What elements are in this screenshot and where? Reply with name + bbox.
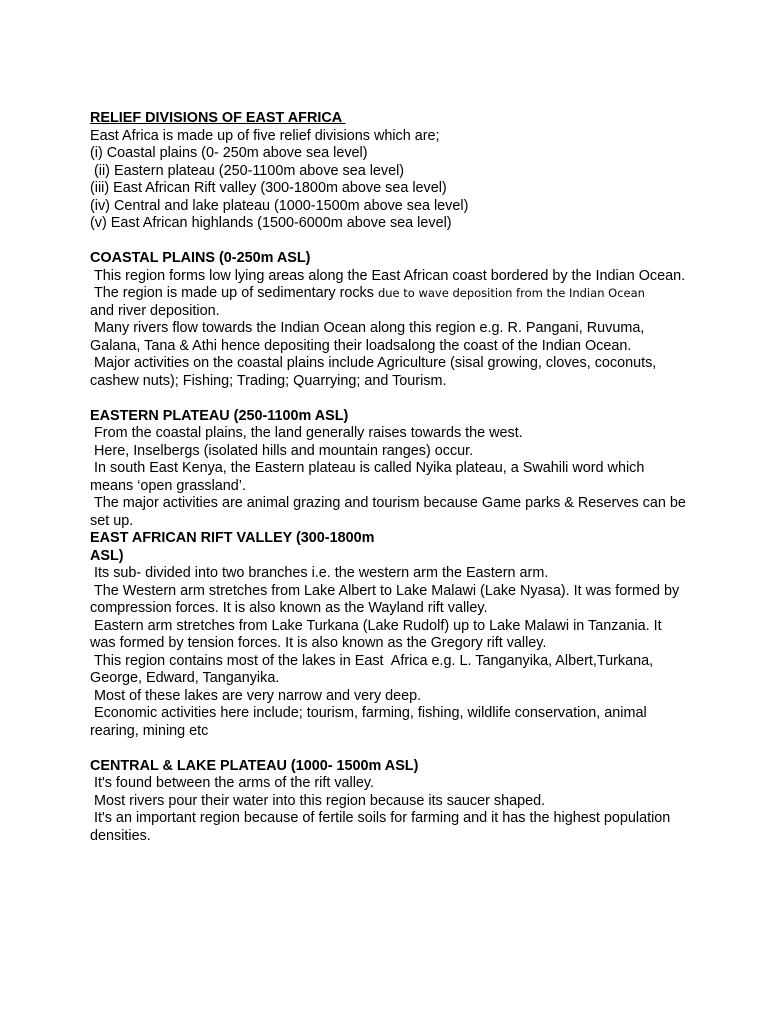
section-heading-eastern: EASTERN PLATEAU (250-1100m ASL) — [90, 407, 349, 424]
spacer — [90, 390, 690, 408]
bullet-text: Here, Inselbergs (isolated hills and mountain ranges) occur. — [94, 442, 474, 459]
bullet-paragraph — [90, 775, 690, 793]
bullet-text: Economic activities here include; tourism, farming, fishing, wildlife conservation, animal rearing, mining etc — [90, 705, 651, 739]
bullet-paragraph — [90, 793, 690, 811]
bullet-text: and river deposition. — [90, 302, 220, 319]
bullet-paragraph — [90, 705, 690, 740]
bullet-paragraph — [90, 810, 690, 845]
bullet-paragraph — [90, 495, 690, 530]
intro-item: (iii) East African Rift valley (300-1800m above sea level) — [90, 180, 447, 196]
heading-line: EAST AFRICAN RIFT VALLEY (300-1800m — [90, 530, 375, 546]
bullet-paragraph — [90, 653, 690, 688]
intro-item: (v) East African highlands (1500-6000m above sea level) — [90, 215, 452, 231]
bullet-text: This region contains most of the lakes in East Africa e.g. L. Tanganyika, Albert,Turkana, George, Edward, Tanganyika. — [90, 652, 658, 686]
bullet-paragraph — [90, 285, 690, 320]
bullet-text: It's found between the arms of the rift valley. — [94, 775, 375, 791]
bullet-text: Major activities on the coastal plains include Agriculture (sisal growing, cloves, coconuts, cashew nuts); Fishing; Trading; Quarrying; and Tourism. — [90, 355, 661, 389]
bullet-paragraph — [90, 565, 690, 583]
section-heading-rift — [90, 530, 690, 565]
bullet-text: From the coastal plains, the land generally raises towards the west. — [94, 425, 523, 441]
bullet-paragraph — [90, 355, 690, 390]
intro-item: (i) Coastal plains (0- 250m above sea level) — [90, 145, 368, 161]
bullet-paragraph — [90, 268, 690, 286]
heading-line: ASL) — [90, 547, 124, 564]
bullet-paragraph — [90, 425, 690, 443]
bullet-text: Its sub- divided into two branches i.e. the western arm the Eastern arm. — [94, 565, 549, 581]
bullet-paragraph — [90, 618, 690, 653]
bullet-text: The Western arm stretches from Lake Albert to Lake Malawi (Lake Nyasa). It was formed by compression forces. It is also known as the Wayland rift valley. — [90, 582, 684, 616]
bullet-paragraph — [90, 443, 690, 461]
bullet-text: Most rivers pour their water into this region because its saucer shaped. — [94, 792, 546, 809]
bullet-text: In south East Kenya, the Eastern plateau is called Nyika plateau, a Swahili word which means ‘open grassland’. — [90, 460, 649, 494]
intro-item: (ii) Eastern plateau (250-1100m above sea level) — [90, 162, 405, 179]
bullet-text: Eastern arm stretches from Lake Turkana (Lake Rudolf) up to Lake Malawi in Tanzania. It was formed by tension forces. It is also known as the Gregory rift valley. — [90, 617, 666, 651]
bullet-text: The region is made up of sedimentary rocks — [94, 285, 378, 301]
bullet-paragraph — [90, 688, 690, 706]
spacer — [90, 233, 690, 251]
section-heading-central: CENTRAL & LAKE PLATEAU (1000- 1500m ASL) — [90, 757, 419, 774]
bullet-text: It's an important region because of fertile soils for farming and it has the highest population densities. — [90, 810, 675, 844]
section-heading-coastal: COASTAL PLAINS (0-250m ASL) — [90, 250, 311, 266]
bullet-paragraph — [90, 583, 690, 618]
bullet-text: Most of these lakes are very narrow and very deep. — [94, 687, 422, 704]
intro-item: (iv) Central and lake plateau (1000-1500m above sea level) — [90, 197, 469, 214]
document-page — [90, 110, 690, 845]
bullet-text: This region forms low lying areas along the East African coast bordered by the Indian Ocean. — [94, 267, 686, 284]
bullet-text: Many rivers flow towards the Indian Ocean along this region e.g. R. Pangani, Ruvuma, Galana, Tana & Athi hence depositing their loadsalong the coast of the Indian Ocean. — [90, 320, 649, 354]
spacer — [90, 740, 690, 758]
bullet-paragraph — [90, 320, 690, 355]
intro-lead: East Africa is made up of five relief divisions which are; — [90, 127, 440, 144]
bullet-paragraph — [90, 460, 690, 495]
bullet-text-small: due to wave deposition from the Indian Ocean — [377, 286, 645, 300]
document-title: RELIEF DIVISIONS OF EAST AFRICA — [90, 110, 346, 126]
bullet-text: The major activities are animal grazing and tourism because Game parks & Reserves can be set up. — [90, 495, 690, 529]
